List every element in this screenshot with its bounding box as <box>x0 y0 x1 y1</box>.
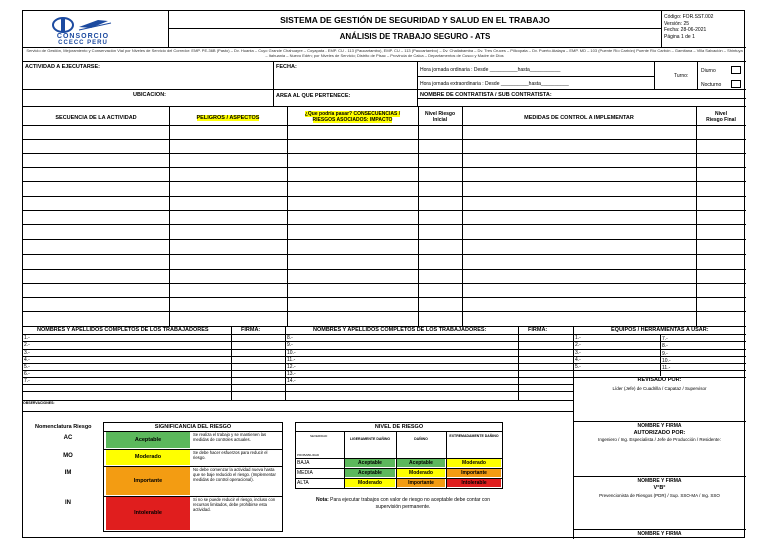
sig-label: Importante <box>106 467 190 495</box>
table-row-line <box>23 297 746 298</box>
diurno-checkbox[interactable] <box>731 66 741 74</box>
nivel-col-header: LIGERAMENTE DAÑINO <box>349 437 391 441</box>
service-description: Servicio de Gestión, Mejoramiento y Conservación Vial por Niveles de Servicio del Corredor: EMP. PE-36B (Pasto) – Dv. Huanta – Cuyo Grande Chahuayre – Coyapata - EMP. CU - 113 (Paucartambo), EMP. CU – 113 (Paucartambo) – Dv. Challabamba – Dv. Tres Cruces – Pillcopata – Dv. Puerto Atalaya – EMP. MD – 103 (Puente Río Carbón) Puente Río Carbón – Gamitana – Villa Salvación – Shintuya – Itahuania – Nuevo Edén; por Niveles de Servicio; Distrito de Pisac – Provincia de Calca – Departamentos de Cusco y Madre de Dios <box>26 48 743 58</box>
table-row-line <box>23 311 746 312</box>
table-row-line <box>23 254 746 255</box>
worker-number-mid: 12.- <box>287 364 296 370</box>
nombre-firma-3: NOMBRE Y FIRMA <box>637 531 682 537</box>
worker-number-left: 7.- <box>24 378 30 384</box>
ats-form <box>22 10 745 538</box>
doc-page: Página 1 de 1 <box>664 33 695 40</box>
actividad-label: ACTIVIDAD A EJECUTARSE: <box>25 64 100 70</box>
worker-row-line <box>23 341 746 342</box>
page-title: SISTEMA DE GESTIÓN DE SEGURIDAD Y SALUD EN EL TRABAJO <box>280 15 550 25</box>
sig-description: Si no se puede reducir el riesgo, incluso con recursos limitados, debe prohibirse esta actividad. <box>193 497 276 512</box>
nombre-firma-1: NOMBRE Y FIRMA <box>637 423 682 429</box>
jornada-ordinaria: Hora jornada ordinaria : Desde __________hasta___________ <box>420 67 561 73</box>
worker-number-left: 1.- <box>24 335 30 341</box>
nivel-row-label: MEDIA <box>297 470 313 476</box>
nomenclatura-code: AC <box>63 435 73 441</box>
company-logo <box>23 11 169 47</box>
equipo-number-left: 2.- <box>575 342 581 348</box>
table-row-line <box>23 283 746 284</box>
significancia-title: SIGNIFICANCIA DEL RIESGO <box>154 424 232 430</box>
worker-number-left: 2.- <box>24 342 30 348</box>
nivel-cell: Importante <box>397 479 445 487</box>
equipo-number-left: 4.- <box>575 357 581 363</box>
contratista-label: NOMBRE DE CONTRATISTA / SUB CONTRATISTA: <box>420 92 552 98</box>
worker-number-left: 6.- <box>24 371 30 377</box>
sig-label: Aceptable <box>106 432 190 448</box>
nivel-cell: Aceptable <box>397 459 445 467</box>
sig-label: Intolerable <box>106 497 190 530</box>
significancia-table <box>103 422 283 532</box>
nivel-cell: Importante <box>447 469 501 477</box>
nomenclatura-code: IN <box>65 500 71 506</box>
nivel-cell: Intolerable <box>447 479 501 487</box>
observaciones-label: OBSERVACIONES: <box>23 401 55 405</box>
nivel-col-header: EXTREMADAMENTE DAÑINO <box>449 434 499 438</box>
worker-row-line <box>23 349 746 350</box>
table-row-line <box>23 153 746 154</box>
worker-row-line <box>23 356 746 357</box>
equipo-number-left: 3.- <box>575 350 581 356</box>
nivel-nota: Nota: Para ejecutar trabajos con valor de riesgo no aceptable debe contar con supervisión permanente. <box>316 497 490 510</box>
col-peligros: PELIGROS / ASPECTOS <box>196 115 260 121</box>
nivel-cell: Moderado <box>345 479 395 487</box>
nivel-title: NIVEL DE RIESGO <box>374 424 424 430</box>
doc-date: Fecha: 28-06-2021 <box>664 27 707 33</box>
worker-row-line <box>23 384 573 385</box>
table-row-line <box>23 139 746 140</box>
sig-description: No debe comenzar la actividad nueva hasta que se baje reducido el riesgo. (Implementar medidas de control operacional). <box>193 467 276 482</box>
nombre-firma-2: NOMBRE Y FIRMA <box>637 478 682 484</box>
equipo-number-right: 10.- <box>662 358 671 364</box>
ubicacion-label: UBICACION: <box>133 92 166 98</box>
jornada-extraordinaria: Hora jornada extraordinaria : Desde __________hasta__________ <box>420 81 569 87</box>
col-secuencia: SECUENCIA DE LA ACTIVIDAD <box>55 115 137 121</box>
equipo-number-right: 9.- <box>662 351 668 357</box>
worker-number-mid: 10.- <box>287 350 296 356</box>
workers-header-1: NOMBRES Y APELLIDOS COMPLETOS DE LOS TRABAJADORES <box>37 327 209 333</box>
col-riesgo-inicial: Nivel Riesgo Inicial <box>424 111 455 123</box>
worker-row-line <box>23 370 746 371</box>
nocturno-checkbox[interactable] <box>731 80 741 88</box>
worker-number-mid: 11.- <box>287 357 296 363</box>
vb-sub: Prevencionista de Riesgos (PDR) / Sup. SSO-MA / Ing. SSO <box>599 493 720 498</box>
company-name-2: CCECC PERU <box>58 40 108 46</box>
worker-row-line <box>23 400 573 401</box>
nivel-cell: Moderado <box>397 469 445 477</box>
sig-description: Se debe hacer esfuerzos para reducir el riesgo. <box>193 450 268 460</box>
autorizado-label: AUTORIZADO POR: <box>633 430 686 436</box>
col-medidas: MEDIDAS DE CONTROL A IMPLEMENTAR <box>524 115 634 121</box>
firma-header-1: FIRMA: <box>241 327 261 333</box>
nivel-row-label: BAJA <box>297 460 310 466</box>
equipo-number-right: 11.- <box>662 365 671 371</box>
sig-description: Se realiza el trabajo y se mantienen las medidas de controles actuales. <box>193 432 267 442</box>
severidad-label: SEVERIDAD <box>310 434 328 438</box>
revisado-label: REVISADO POR: <box>637 377 682 383</box>
worker-number-mid: 9.- <box>287 342 293 348</box>
probabilidad-label: PROBABILIDAD <box>297 453 320 457</box>
nomenclatura-code: IM <box>64 470 72 476</box>
page-subtitle: ANÁLISIS DE TRABAJO SEGURO - ATS <box>339 32 491 41</box>
doc-code: Código: FOR.SST.002 <box>664 14 714 20</box>
nomenclatura-code: MO <box>63 453 73 459</box>
worker-row-line <box>23 363 746 364</box>
equipo-number-left: 5.- <box>575 364 581 370</box>
equipo-number-right: 7.- <box>662 336 668 342</box>
sig-label: Moderado <box>106 450 190 465</box>
table-row-line <box>23 125 746 126</box>
table-row-line <box>23 181 746 182</box>
nivel-cell: Aceptable <box>345 459 395 467</box>
worker-number-mid: 13.- <box>287 371 296 377</box>
revisado-sub: Líder (Jefe) de Cuadrilla / Capataz / Supervisor <box>612 386 707 391</box>
worker-number-left: 4.- <box>24 357 30 363</box>
table-row-line <box>23 196 746 197</box>
table-row-line <box>23 167 746 168</box>
turno-label: Turno: <box>674 73 689 79</box>
vb-label: V°B° <box>653 485 666 491</box>
nivel-cell: Aceptable <box>345 469 395 477</box>
firma-header-2: FIRMA: <box>528 327 548 333</box>
worker-row-line <box>23 391 573 392</box>
table-row-line <box>23 210 746 211</box>
nivel-cell: Moderado <box>447 459 501 467</box>
area-label: AREA AL QUE PERTENECE: <box>276 93 351 99</box>
table-row-line <box>23 239 746 240</box>
table-row-line <box>23 224 746 225</box>
worker-number-left: 5.- <box>24 364 30 370</box>
equipo-number-left: 1.- <box>575 335 581 341</box>
worker-number-mid: 14.- <box>287 378 296 384</box>
worker-number-left: 3.- <box>24 350 30 356</box>
doc-meta <box>664 14 713 40</box>
fecha-label: FECHA: <box>276 64 297 70</box>
col-consecuencias: ¿Que podría pasar? CONSECUENCIAS / RIESGOS ASOCIADOS: IMPACTO <box>304 111 401 123</box>
nocturno-label: Nocturno <box>701 82 722 88</box>
autorizado-sub: Ingeniero / Ing. Especialista / Jefe de Producción / Residente: <box>598 437 721 442</box>
doc-version: Versión: 25 <box>664 20 690 27</box>
col-riesgo-final: Nivel Riesgo Final <box>706 111 736 123</box>
workers-header-2: NOMBRES Y APELLIDOS COMPLETOS DE LOS TRABAJADORES: <box>313 327 487 333</box>
diurno-label: Diurno <box>701 68 716 74</box>
worker-number-mid: 8.- <box>287 335 293 341</box>
nivel-row-label: ALTA <box>297 480 309 486</box>
equipo-number-right: 8.- <box>662 343 668 349</box>
nivel-col-header: DAÑINO <box>414 437 428 441</box>
equipos-header: EQUIPOS / HERRAMIENTAS A USAR: <box>611 327 709 333</box>
table-row-line <box>23 269 746 270</box>
nivel-riesgo-matrix <box>295 422 503 489</box>
nomenclatura-title: Nomenclatura Riesgo <box>35 424 92 430</box>
company-name: CONSORCIO <box>56 33 110 40</box>
